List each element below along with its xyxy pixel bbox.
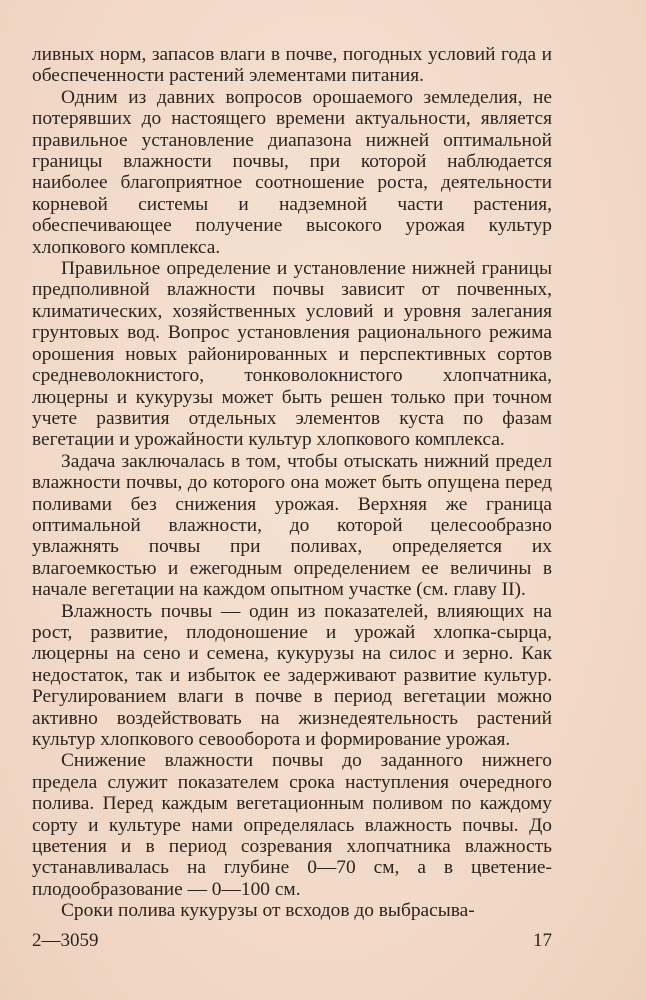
paragraph-1: ливных норм, запасов влаги в почве, погодных условий года и обеспеченности растений элементами питания. — [32, 44, 552, 87]
paragraph-6: Снижение влажности почвы до заданного нижнего предела служит показателем срока наступления очередного полива. Перед каждым вегетационным поливом по каждому сорту и культуре нами определялась влажность почвы. До цветения и в период созревания хлопчатника влажность устанавливалась на глубине 0—70 см, а в цветение-плодообразование — 0—100 см. — [32, 750, 552, 900]
signature-mark: 2—3059 — [32, 930, 99, 951]
paragraph-5: Влажность почвы — один из показателей, влияющих на рост, развитие, плодоношение и урожай хлопка-сырца, люцерны на сено и семена, кукурузы на силос и зерно. Как недостаток, так и избыток ее задерживают развитие культур. Регулированием влаги в почве в период вегетации можно активно воздействовать на жизнедеятельность растений культур хлопкового севооборота и формирование урожая. — [32, 600, 552, 750]
page-footer — [32, 930, 552, 952]
paragraph-3: Правильное определение и установление нижней границы предполивной влажности почвы зависит от почвенных, климатических, хозяйственных условий и уровня залегания грунтовых вод. Вопрос установления рационального режима орошения новых районированных и перспективных сортов средневолокнистого, тонковолокнистого хлопчатника, люцерны и кукурузы может быть решен только при точном учете развития отдельных элементов куста по фазам вегетации и урожайности культур хлопкового комплекса. — [32, 258, 552, 451]
paragraph-7: Сроки полива кукурузы от всходов до выбрасыва- — [61, 900, 475, 922]
paragraph-4: Задача заключалась в том, чтобы отыскать нижний предел влажности почвы, до которого она может быть опущена перед поливами без снижения урожая. Верхняя же граница оптимальной влажности, до которой целесообразно увлажнять почвы при поливах, определяется их влагоемкостью и ежегодным определением ее величины в начале вегетации на каждом опытном участке (см. главу II). — [32, 450, 552, 601]
body-text — [32, 44, 552, 922]
page-number: 17 — [533, 930, 552, 951]
paragraph-2: Одним из давних вопросов орошаемого земледелия, не потерявших до настоящего времени актуальности, является правильное установление диапазона нижней оптимальной границы влажности почвы, при которой наблюдается наиболее благоприятное соотношение роста, деятельности корневой системы и надземной части растения, обеспечивающее получение высокого урожая культур хлопкового комплекса. — [32, 86, 552, 258]
